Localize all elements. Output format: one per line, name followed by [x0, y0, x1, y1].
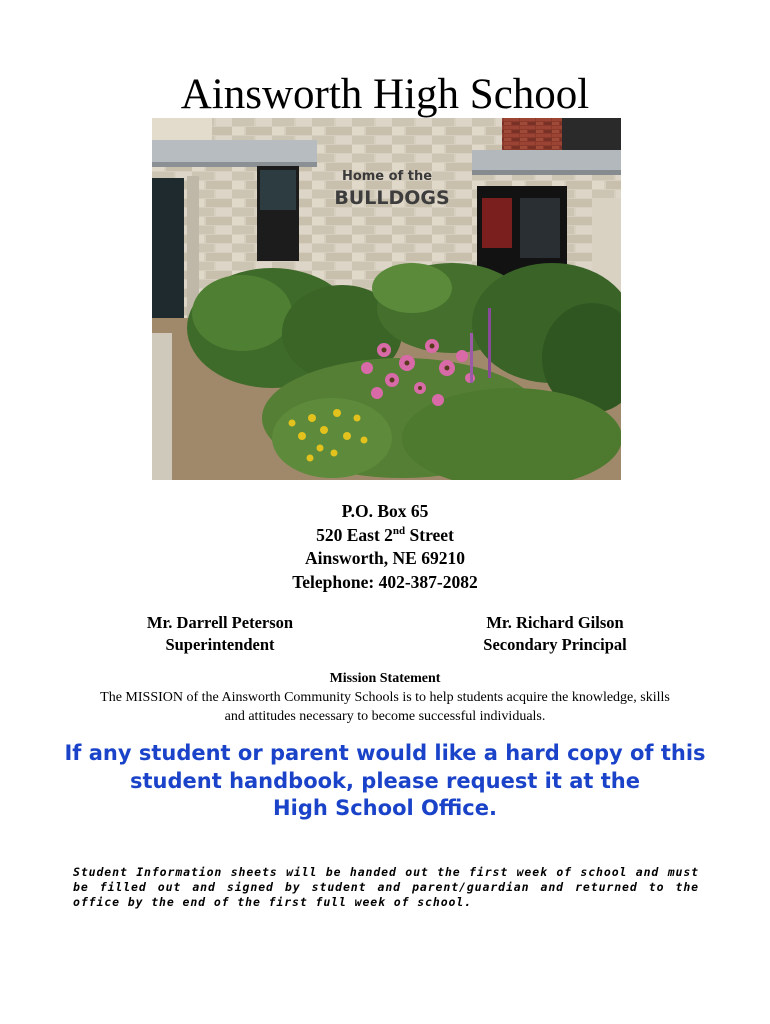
po-box: P.O. Box 65	[341, 501, 429, 521]
principal-title: Secondary Principal	[483, 635, 627, 654]
page-title: Ainsworth High School	[180, 71, 590, 118]
city-state-zip: Ainsworth, NE 69210	[305, 548, 465, 568]
mission-text: The MISSION of the Ainsworth Community Schools is to help students acquire the knowledge, skills and attitudes necessary to become successful individuals.	[100, 690, 670, 724]
superintendent-block	[140, 612, 300, 656]
notice-line-1: If any student or parent would like a hard copy of this	[64, 741, 706, 765]
street-suffix: Street	[405, 524, 454, 545]
principal-block	[476, 612, 634, 656]
mission-heading: Mission Statement	[329, 671, 441, 686]
hard-copy-notice	[60, 740, 710, 823]
student-info-notice: Student Information sheets will be handed out the first week of school and must be filled out and signed by student and parent/guardian and returned to the office by the end of the first full week of school.	[73, 865, 699, 909]
superintendent-title: Superintendent	[165, 635, 275, 654]
street-ordinal: nd	[392, 524, 406, 537]
address-block	[0, 500, 770, 594]
superintendent-name: Mr. Darrell Peterson	[146, 613, 294, 632]
street-prefix: 520 East 2	[316, 524, 393, 545]
school-photo-illustration	[152, 118, 621, 480]
notice-line-2: student handbook, please request it at the	[130, 768, 640, 793]
principal-name: Mr. Richard Gilson	[486, 613, 624, 632]
sign-home-of-the: Home of the	[341, 169, 433, 184]
notice-line-3: High School Office.	[273, 796, 497, 820]
sign-bulldogs: BULLDOGS	[334, 187, 450, 209]
school-entrance-photo	[152, 118, 621, 480]
street-address	[0, 524, 770, 548]
telephone: Telephone: 402-387-2082	[292, 571, 478, 592]
